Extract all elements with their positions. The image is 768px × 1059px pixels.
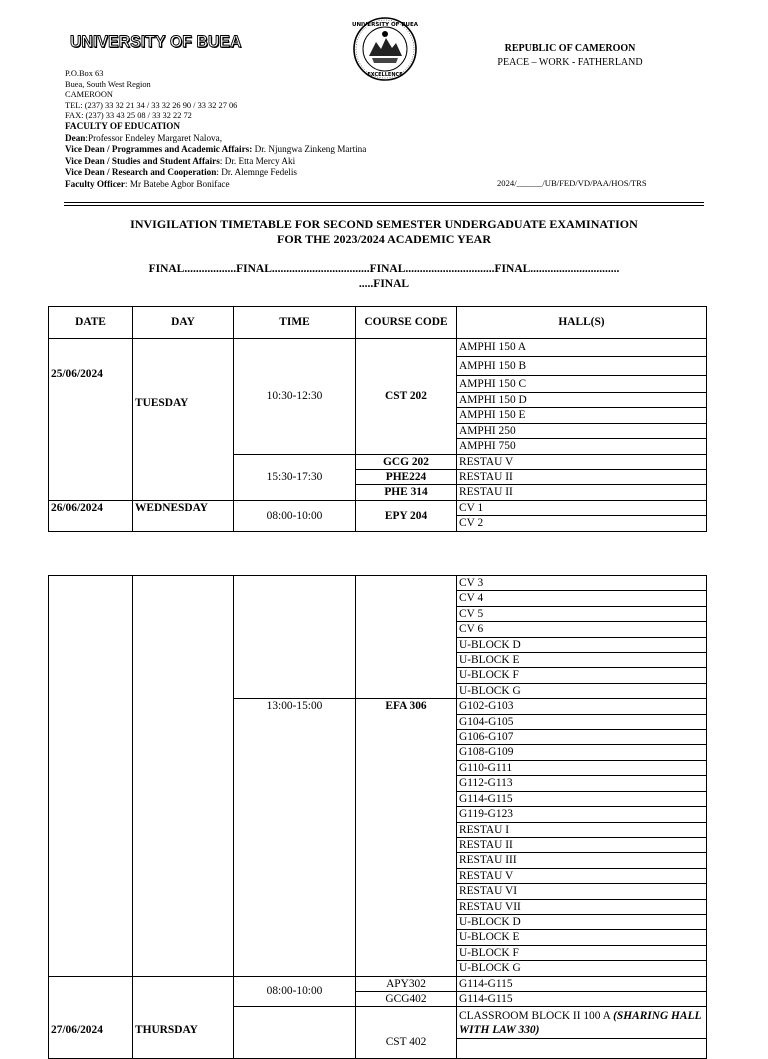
course-code-cell: CST 402 <box>356 1007 457 1059</box>
hall-cell-empty <box>457 1039 707 1059</box>
timetable-part-1 <box>48 306 707 532</box>
republic-name: REPUBLIC OF CAMEROON <box>504 43 636 54</box>
address-line: Buea, South West Region <box>65 79 151 89</box>
hall-cell: AMPHI 150 E <box>457 408 707 423</box>
address-line: P.O.Box 63 <box>65 69 104 78</box>
hall-cell: G112-G113 <box>457 776 707 791</box>
hall-cell: CLASSROOM BLOCK II 100 A (SHARING HALL WITH LAW 330) <box>457 1007 707 1039</box>
telephone-line: TEL: (237) 33 32 21 34 / 33 32 26 90 / 33 32 27 06 <box>65 100 238 110</box>
hall-cell: G114-G115 <box>457 976 707 991</box>
time-cell: 15:30-17:30 <box>234 454 356 500</box>
date-cell: 27/06/2024 <box>49 976 133 1059</box>
hall-cell: AMPHI 150 B <box>457 357 707 376</box>
course-code-cell: CST 202 <box>356 339 457 455</box>
day-cell: WEDNESDAY <box>133 500 234 531</box>
course-code-cell: APY302 <box>356 976 457 991</box>
staff-line-vd-studies: Vice Dean / Studies and Student Affairs: Dr. Etta Mercy Aki <box>65 155 296 166</box>
header-divider <box>64 202 704 203</box>
hall-cell: CV 3 <box>457 576 707 591</box>
date-cell: 25/06/2024 <box>49 339 133 501</box>
faculty-name: FACULTY OF EDUCATION <box>65 121 181 131</box>
hall-cell: G110-G111 <box>457 760 707 775</box>
header-course-code: COURSE CODE <box>356 307 457 339</box>
faculty-staff-block <box>65 121 485 191</box>
table-row <box>49 339 707 357</box>
hall-cell: RESTAU II <box>457 470 707 485</box>
hall-cell: CV 2 <box>457 516 707 531</box>
address-block <box>65 69 465 122</box>
hall-cell: U-BLOCK G <box>457 683 707 698</box>
hall-cell: U-BLOCK D <box>457 637 707 652</box>
hall-cell: CV 1 <box>457 500 707 515</box>
time-cell-continued <box>234 576 356 699</box>
hall-cell: G104-G105 <box>457 714 707 729</box>
time-cell: 13:00-15:00 <box>234 699 356 976</box>
address-line: CAMEROON <box>65 90 113 100</box>
hall-cell: U-BLOCK E <box>457 930 707 945</box>
time-cell-empty <box>234 1007 356 1059</box>
university-logo-text: UNIVERSITY OF BUEA <box>70 32 242 51</box>
date-cell: 26/06/2024 <box>49 500 133 531</box>
time-cell: 10:30-12:30 <box>234 339 356 455</box>
header-divider <box>64 205 704 206</box>
republic-block <box>470 42 670 70</box>
timetable-part-2 <box>48 575 707 1059</box>
final-watermark-line: FINAL..................FINAL..................................FINAL...............................FINAL............................... .....FINAL <box>148 263 620 290</box>
course-code-cell: GCG 202 <box>356 454 457 469</box>
staff-line-faculty-officer: Faculty Officer: Mr Batebe Agbor Boniface <box>65 178 230 189</box>
course-code-cell: PHE 314 <box>356 485 457 500</box>
hall-cell: AMPHI 750 <box>457 439 707 454</box>
hall-cell: U-BLOCK D <box>457 914 707 929</box>
hall-cell: G114-G115 <box>457 991 707 1006</box>
course-code-cell: GCG402 <box>356 991 457 1006</box>
fax-line: FAX: (237) 33 43 25 08 / 33 32 22 72 <box>65 111 192 121</box>
hall-sharing-note: (SHARING HALL WITH LAW 330) <box>459 1009 701 1036</box>
header-time: TIME <box>234 307 356 339</box>
hall-cell: RESTAU II <box>457 837 707 852</box>
svg-text:UNIVERSITY OF BUEA: UNIVERSITY OF BUEA <box>352 22 418 28</box>
svg-text:EXCELLENCE: EXCELLENCE <box>367 72 403 78</box>
course-code-cell: EFA 306 <box>356 699 457 976</box>
hall-cell: RESTAU VII <box>457 899 707 914</box>
reference-number: 2024/______/UB/FED/VD/PAA/HOS/TRS <box>497 178 647 188</box>
hall-cell: RESTAU VI <box>457 884 707 899</box>
hall-cell: CV 4 <box>457 591 707 606</box>
national-motto: PEACE – WORK - FATHERLAND <box>497 57 643 68</box>
hall-cell: RESTAU V <box>457 454 707 469</box>
date-cell-continued <box>49 576 133 977</box>
day-cell: TUESDAY <box>133 339 234 501</box>
hall-cell: AMPHI 150 D <box>457 393 707 408</box>
hall-cell: AMPHI 250 <box>457 423 707 438</box>
hall-cell: G106-G107 <box>457 730 707 745</box>
document-title: INVIGILATION TIMETABLE FOR SECOND SEMESTER UNDERGADUATE EXAMINATION FOR THE 2023/2024 ACADEMIC YEAR <box>130 217 638 246</box>
hall-cell: U-BLOCK G <box>457 961 707 976</box>
hall-cell: RESTAU I <box>457 822 707 837</box>
hall-cell: CV 6 <box>457 622 707 637</box>
header-date: DATE <box>49 307 133 339</box>
day-cell-continued <box>133 576 234 977</box>
time-cell: 08:00-10:00 <box>234 976 356 1007</box>
staff-line-vd-research: Vice Dean / Research and Cooperation: Dr. Alemnge Fedelis <box>65 167 297 178</box>
staff-line-vd-programmes: Vice Dean / Programmes and Academic Affairs: Dr. Njungwa Zinkeng Martina <box>65 144 367 155</box>
hall-cell: U-BLOCK F <box>457 668 707 683</box>
time-cell: 08:00-10:00 <box>234 500 356 531</box>
hall-cell: AMPHI 150 C <box>457 376 707 393</box>
hall-cell: AMPHI 150 A <box>457 339 707 357</box>
header-day: DAY <box>133 307 234 339</box>
course-code-cell: EPY 204 <box>356 500 457 531</box>
hall-cell: G119-G123 <box>457 807 707 822</box>
table-header-row <box>49 307 707 339</box>
hall-cell: CV 5 <box>457 606 707 621</box>
hall-cell: RESTAU III <box>457 853 707 868</box>
day-cell: THURSDAY <box>133 976 234 1059</box>
hall-cell: RESTAU V <box>457 868 707 883</box>
hall-cell: G114-G115 <box>457 791 707 806</box>
staff-line-dean: Dean:Professor Endeley Margaret Nalova, <box>65 132 223 143</box>
hall-cell: G102-G103 <box>457 699 707 714</box>
hall-cell: G108-G109 <box>457 745 707 760</box>
hall-cell: U-BLOCK F <box>457 945 707 960</box>
course-code-cell: PHE224 <box>356 470 457 485</box>
hall-cell: U-BLOCK E <box>457 653 707 668</box>
hall-cell: RESTAU II <box>457 485 707 500</box>
course-code-cell-continued <box>356 576 457 699</box>
header-halls: HALL(S) <box>457 307 707 339</box>
